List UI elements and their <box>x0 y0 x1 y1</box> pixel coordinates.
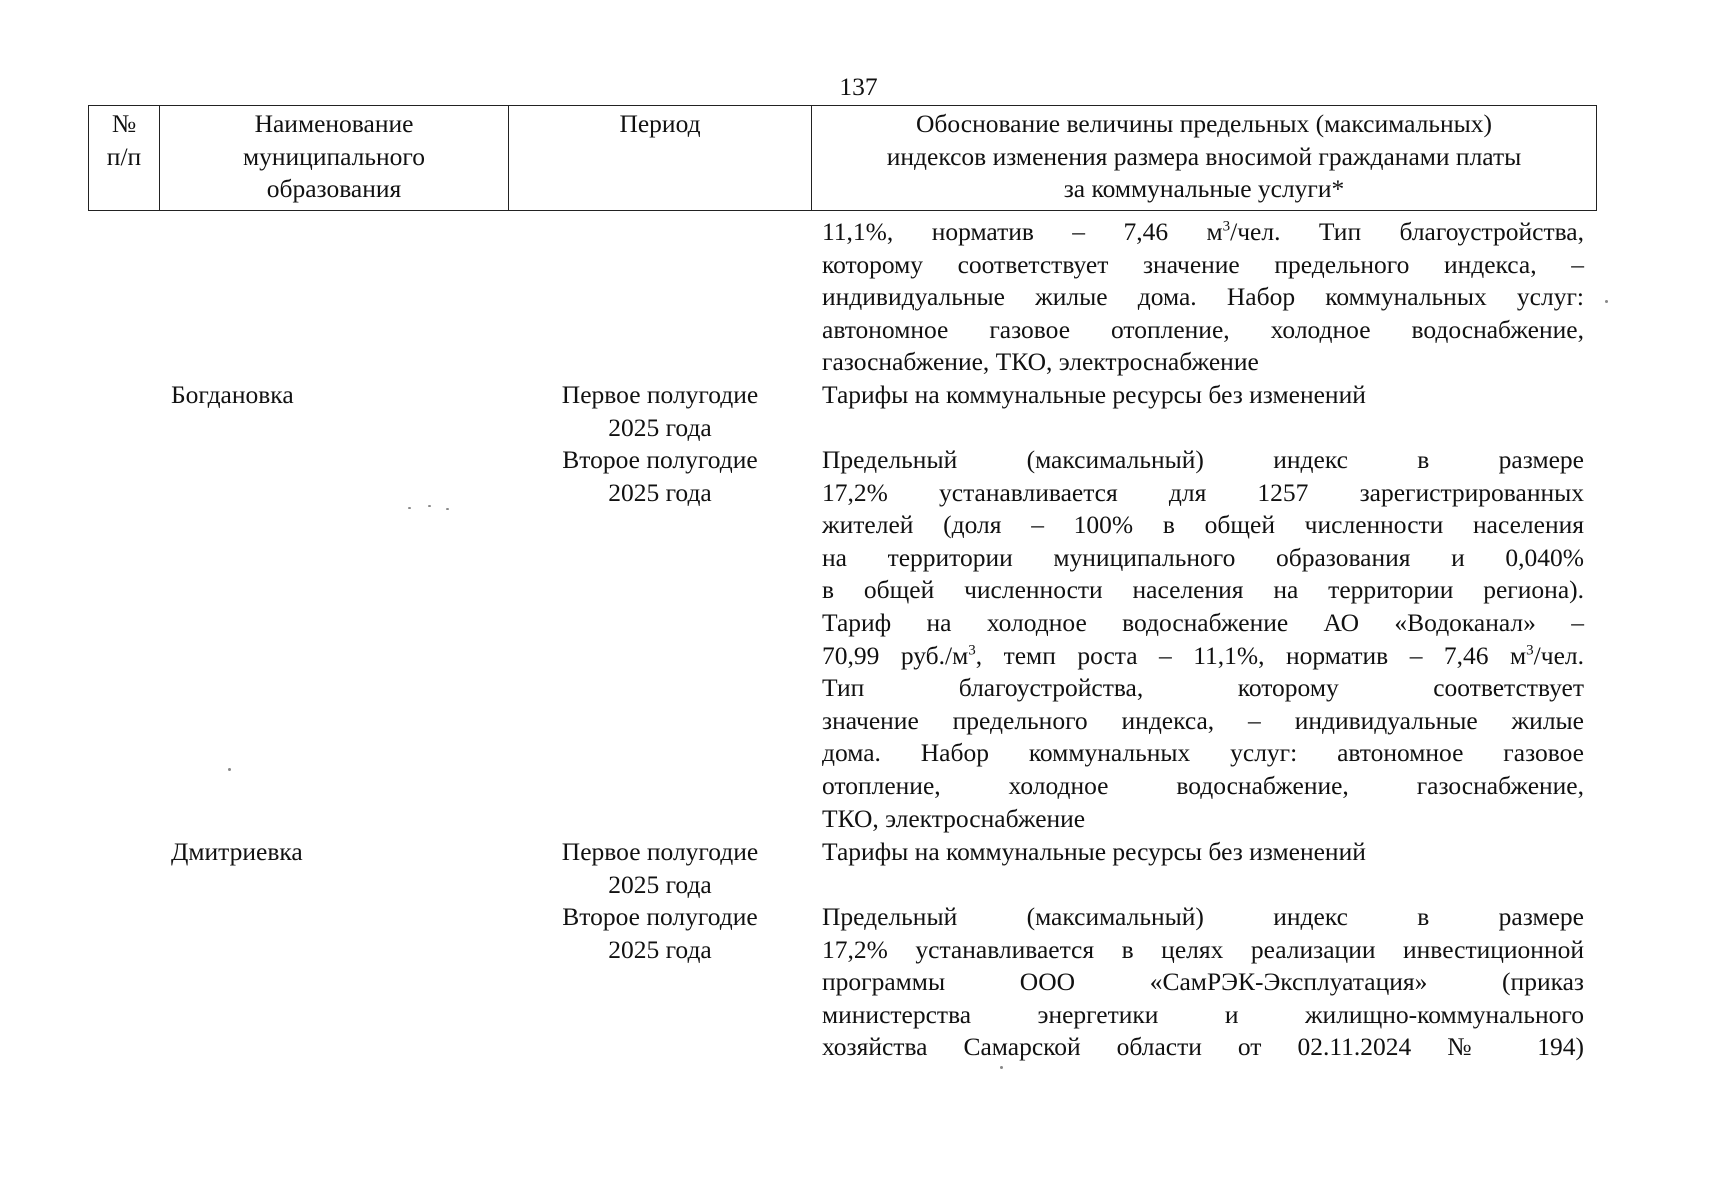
scan-speck <box>228 768 231 771</box>
period-line: 2025 года <box>608 412 712 442</box>
justification-line: отопление, холодное водоснабжение, газоснабжение, <box>822 770 1584 800</box>
header-justification-line: индексов изменения размера вносимой гражданами платы <box>886 141 1522 171</box>
justification-line: газоснабжение, ТКО, электроснабжение <box>822 347 1259 377</box>
justification-first-half <box>822 836 1584 869</box>
period-first-half <box>510 836 810 901</box>
period-line: 2025 года <box>608 934 712 964</box>
justification-line: на территории муниципального образования и 0,040% <box>822 542 1584 572</box>
period-second-half <box>510 444 810 509</box>
period-line: Первое полугодие <box>561 380 759 409</box>
header-name-line: образования <box>266 174 402 204</box>
justification-line: жителей (доля – 100% в общей численности населения <box>822 510 1584 540</box>
justification-line: хозяйства Самарской области от 02.11.2024 № 194) <box>822 1032 1584 1062</box>
header-period-column <box>509 106 812 211</box>
period-first-half <box>510 379 810 444</box>
header-name-column <box>160 106 509 211</box>
justification-second-half <box>822 901 1584 1064</box>
justification-line: Предельный (максимальный) индекс в размере <box>822 445 1584 474</box>
header-name-line: муниципального <box>243 141 425 171</box>
justification-line: 17,2% устанавливается для 1257 зарегистрированных <box>822 477 1584 507</box>
justification-line: 11,1%, норматив – 7,46 $м^3$/чел. Тип благоустройства, <box>822 217 1584 246</box>
header-justification-line: Обоснование величины предельных (максимальных) <box>915 109 1492 138</box>
justification-line: которому соответствует значение предельного индекса, – <box>822 249 1584 279</box>
header-justification-column <box>812 106 1597 211</box>
justification-line: Тарифы на коммунальные ресурсы без изменений <box>822 380 1366 409</box>
municipality-name: Богдановка <box>171 380 294 409</box>
justification-second-half <box>822 444 1584 835</box>
scan-speck <box>1605 300 1608 303</box>
period-line: Первое полугодие <box>561 837 759 866</box>
scan-speck <box>408 507 411 509</box>
justification-line: 17,2% устанавливается в целях реализации инвестиционной <box>822 934 1584 964</box>
period-line: Второе полугодие <box>562 445 758 474</box>
page-number: 137 <box>839 72 878 101</box>
municipality-name: Дмитриевка <box>171 837 303 866</box>
header-period-line: Период <box>619 109 701 138</box>
justification-line: 70,99 $руб./м^3$, темп роста – 11,1%, норматив – 7,46 $м^3$/чел. <box>822 640 1584 670</box>
table-header <box>88 105 1597 211</box>
justification-line: министерства энергетики и жилищно-коммунального <box>822 999 1584 1029</box>
justification-line: программы ООО «СамРЭК-Эксплуатация» (приказ <box>822 967 1584 997</box>
justification-line: Предельный (максимальный) индекс в размере <box>822 902 1584 931</box>
justification-line: Тип благоустройства, которому соответствует <box>822 673 1584 703</box>
period-line: 2025 года <box>608 477 712 507</box>
justification-line: ТКО, электроснабжение <box>822 803 1086 833</box>
scan-speck <box>1000 1066 1003 1069</box>
scan-speck <box>428 505 431 507</box>
header-name-line: Наименование <box>254 109 414 138</box>
justification-line: автономное газовое отопление, холодное водоснабжение, <box>822 314 1584 344</box>
header-justification-line: за коммунальные услуги* <box>1063 174 1345 204</box>
justification-line: дома. Набор коммунальных услуг: автономное газовое <box>822 738 1584 768</box>
justification-line: значение предельного индекса, – индивидуальные жилые <box>822 705 1584 735</box>
justification-line: Тарифы на коммунальные ресурсы без изменений <box>822 837 1366 866</box>
header-number-line: № <box>111 109 137 138</box>
continuation-justification <box>822 216 1584 379</box>
header-number-line: п/п <box>106 141 142 171</box>
justification-line: Тариф на холодное водоснабжение АО «Водоканал» – <box>822 607 1584 637</box>
period-line: 2025 года <box>608 869 712 899</box>
justification-first-half <box>822 379 1584 412</box>
period-second-half <box>510 901 810 966</box>
scan-speck <box>446 508 449 510</box>
justification-line: в общей численности населения на территории региона). <box>822 575 1584 605</box>
justification-line: индивидуальные жилые дома. Набор коммунальных услуг: <box>822 282 1584 312</box>
header-number-column <box>89 106 160 211</box>
period-line: Второе полугодие <box>562 902 758 931</box>
